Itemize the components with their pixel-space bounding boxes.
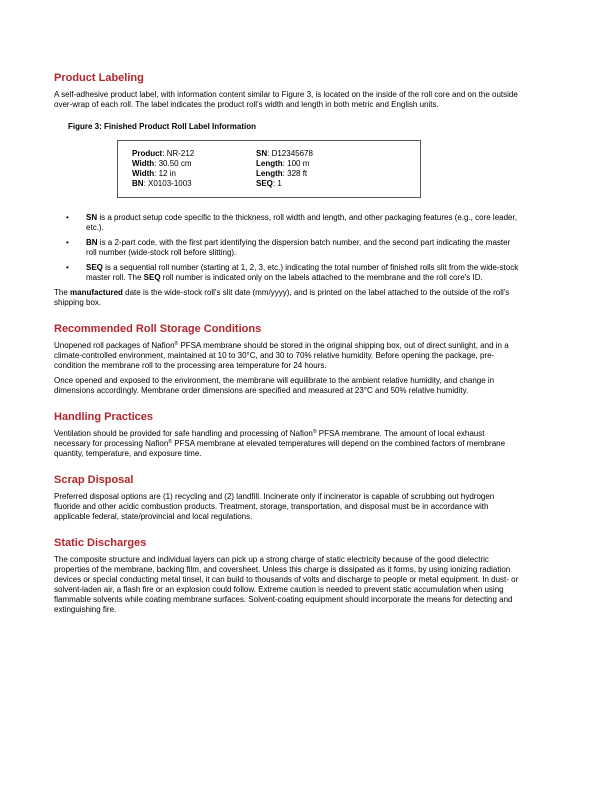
label-sn: SN: D12345678 xyxy=(256,149,313,158)
product-labeling-intro: A self-adhesive product label, with information content similar to Figure 3, is located on the inside of the roll core and on the outside over-wrap of each roll. The label indicates the product roll's width and length in both metric and English units. xyxy=(54,90,518,109)
storage-paragraph-2: Once opened and exposed to the environment, the membrane will equilibrate to the ambient relative humidity, and change in dimensions accordingly. Membrane order dimensions are specified and measured at 23°C and 50% relative humidity. xyxy=(54,376,495,395)
section-storage xyxy=(54,323,522,396)
bullet-icon: • xyxy=(66,263,69,272)
label-field-list xyxy=(54,213,522,283)
list-item-seq: • SEQ is a sequential roll number (starting at 1, 2, 3, etc.) indicating the total number of finished rolls slit from the wide-stock master roll. The SEQ roll number is indicated only on the labels attached to the membrane and the roll core's ID. xyxy=(66,263,519,282)
scrap-paragraph: Preferred disposal options are (1) recycling and (2) landfill. Incinerate only if incinerator is capable of scrubbing out hydrogen fluoride and other acidic combustion products. Treatment, storage, transportation, and disposal must be in accordance with applicable federal, state/provincial and local regulations. xyxy=(54,492,495,521)
heading-handling: Handling Practices xyxy=(54,411,154,423)
heading-static-discharges: Static Discharges xyxy=(54,537,147,549)
storage-paragraph-1: Unopened roll packages of Nafion® PFSA membrane should be stored in the original shipping box, out of direct sunlight, and in a climate-controlled environment, maintained at 10 to 30°C, and 30 to 70% relative humidity. Before opening the package, pre-condition the membrane roll to the processing area temperature for 24 hours. xyxy=(54,341,509,370)
label-product: Product: NR-212 xyxy=(132,149,195,158)
heading-scrap-disposal: Scrap Disposal xyxy=(54,474,134,486)
static-paragraph: The composite structure and individual layers can pick up a strong charge of static electricity because of the good dielectric properties of the membrane, backing film, and coversheet. Unless this charge is dissipated as it forms, by using ionizing radiation devices or special conducting metal tinsel, it can build to thousands of volts and discharge to people or metal equipment. In dust- or solvent-laden air, a flash fire or an explosion could follow. Extreme caution is needed to prevent static accumulation when using flammable solvents while coating membrane surfaces. Solvent-coating equipment should incorporate the means for detecting and extinguishing fire. xyxy=(54,555,519,614)
heading-storage: Recommended Roll Storage Conditions xyxy=(54,323,262,335)
list-item-bn: • BN is a 2-part code, with the first part identifying the dispersion batch number, and the second part indicating the master roll number (wide-stock roll before slitting). xyxy=(66,238,511,257)
label-width-in: Width: 12 in xyxy=(132,169,176,178)
list-item-sn: • SN is a product setup code specific to the thickness, roll width and length, and other packaging features (e.g., core leader, etc.). xyxy=(66,213,517,232)
bullet-icon: • xyxy=(66,238,69,247)
figure-3-caption: Figure 3: Finished Product Roll Label Information xyxy=(68,122,257,131)
label-width-cm: Width: 30.50 cm xyxy=(132,159,192,168)
label-right-column xyxy=(256,149,396,189)
bullet-icon: • xyxy=(66,213,69,222)
document-page xyxy=(54,72,522,620)
label-length-ft: Length: 328 ft xyxy=(256,169,308,178)
handling-paragraph: Ventilation should be provided for safe handling and processing of Nafion® PFSA membrane. The amount of local exhaust necessary for processing Nafion® PFSA membrane at elevated temperatures will depend on the combined factors of membrane quantity, temperature, and exposure time. xyxy=(54,429,506,458)
heading-product-labeling: Product Labeling xyxy=(54,72,144,84)
section-static-discharges xyxy=(54,537,522,615)
manufactured-date-paragraph: The manufactured date is the wide-stock roll's slit date (mm/yyyy), and is printed on the label attached to the outside of the roll's shipping box. xyxy=(54,288,510,307)
section-handling xyxy=(54,411,522,459)
label-left-column xyxy=(132,149,256,189)
label-bn: BN: X0103-1003 xyxy=(132,179,192,188)
label-seq: SEQ: 1 xyxy=(256,179,282,188)
label-length-m: Length: 100 m xyxy=(256,159,310,168)
roll-label-box xyxy=(117,140,421,198)
section-scrap-disposal xyxy=(54,474,522,522)
